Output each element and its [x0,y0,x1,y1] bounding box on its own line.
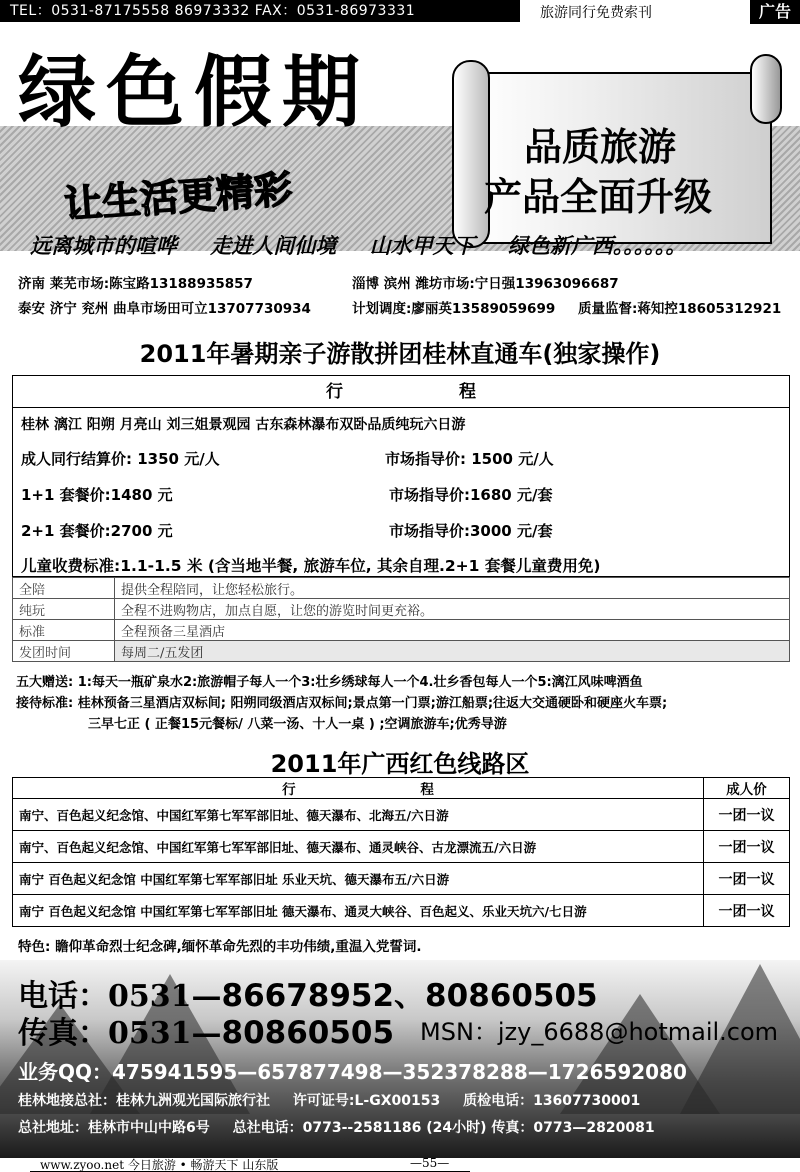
phone-prefix: 0531— [108,979,222,1014]
top-bar [0,0,800,24]
scroll-graphic [452,54,782,250]
publication-line: www.zyoo.net 今日旅游 • 畅游天下 山东版 [40,1158,279,1172]
section1-title: 2011年暑期亲子游散拼团桂林直通车(独家操作) [139,340,661,368]
price-right: 市场指导价:1680 元/套 [389,486,553,504]
tagline: 走进人间仙境 [210,233,337,258]
fax-line [18,1008,394,1052]
quality-contact: 质量监督:蒋知控18605312921 [578,301,782,317]
company-name: 桂林地接总社：桂林九洲观光国际旅行社 [18,1093,270,1109]
company-line [18,1090,658,1110]
service-value: 全程不进购物店，加点自愿，让您的游览时间更充裕。 [115,599,790,620]
agent-contact: 济南 莱芜市场:陈宝路13188935857 [18,276,253,292]
section2-title: 2011年广西红色线路区 [270,750,530,778]
brand-title: 绿色假期 [18,48,371,138]
tagline: 山水甲天下 [369,233,475,258]
scroll-line-1: 品质旅游 [524,124,677,169]
table-row [13,620,790,641]
agent-contact: 泰安 济宁 兖州 曲阜市场田可立13707730934 [18,301,311,317]
ad-badge: 广告 [750,0,800,24]
page-number: —55— [410,1156,450,1170]
gifts-and-standards [16,672,794,735]
table-row [13,641,790,662]
msn-contact: MSN：jzy_6688@hotmail.com [420,1018,779,1046]
price-right: 市场指导价:3000 元/套 [389,522,553,540]
reception-line-2: 三早七正 ( 正餐15元餐标/ 八菜一汤、十人一桌 ) ;空调旅游车;优秀导游 [88,717,507,732]
qq-contact: 业务QQ：475941595—657877498—352378288—1726592080 [18,1060,687,1084]
tagline: 远离城市的喧哗 [30,233,177,258]
service-value: 提供全程陪同，让您轻松旅行。 [115,578,790,599]
scheduler-contact: 计划调度:廖丽英13589059699 [352,301,556,317]
agent-contact: 淄博 滨州 潍坊市场:宁日强13963096687 [352,276,619,292]
guilin-tour-box [12,375,790,577]
table-row [13,578,790,599]
agent-row [18,297,782,317]
table-row [13,799,790,831]
hero-taglines [30,230,790,260]
hq-address: 总社地址：桂林市中山中路6号 [18,1120,210,1136]
table-header-row [13,778,790,799]
price-cell: 一团一议 [704,831,790,863]
table-row [13,863,790,895]
service-key: 标准 [13,620,115,641]
service-key: 纯玩 [13,599,115,620]
quality-tel: 质检电话：13607730001 [463,1093,641,1109]
header-contact: TEL：0531-87175558 86973332 FAX：0531-86973331 [0,0,520,22]
route-cell: 南宁、百色起义纪念馆、中国红军第七军军部旧址、德天瀑布、北海五/六日游 [13,799,704,831]
fax-label: 传真： [18,1016,108,1051]
fax-prefix: 0531— [108,1016,222,1051]
hq-tel: 总社电话：0773--2581186 (24小时) 传真：0773—2820081 [232,1120,655,1136]
license-number: 许可证号:L-GX00153 [292,1093,441,1109]
feature-note: 特色: 瞻仰革命烈士纪念碑,缅怀革命先烈的丰功伟绩,重温入党誓词. [18,939,422,955]
tour-route: 桂林 漓江 阳朔 月亮山 刘三姐景观园 古东森林瀑布双卧品质纯玩六日游 [21,417,466,433]
service-table [12,577,790,662]
hero-banner [0,26,800,264]
service-key: 发团时间 [13,641,115,662]
contact-footer [0,960,800,1158]
phone-label: 电话： [18,979,108,1014]
table-row [13,895,790,927]
route-cell: 南宁 百色起义纪念馆 中国红军第七军军部旧址 乐业天坑、德天瀑布五/六日游 [13,863,704,895]
route-cell: 南宁、百色起义纪念馆、中国红军第七军军部旧址、德天瀑布、通灵峡谷、古龙漂流五/六日游 [13,831,704,863]
agent-row [18,272,619,292]
scroll-roll-right [750,54,782,124]
tagline: 绿色新广西。。。。。。 [507,233,687,258]
service-value: 全程预备三星酒店 [115,620,790,641]
table-row [13,599,790,620]
header-index-label: 旅游同行免费索刊 [540,5,652,21]
service-value: 每周二/五发团 [115,641,790,662]
price-cell: 一团一议 [704,799,790,831]
gifts-line: 五大赠送: 1:每天一瓶矿泉水2:旅游帽子每人一个3:壮乡绣球每人一个4.壮乡香包每人一个5:漓江风味啤酒鱼 [16,675,643,690]
table-row [13,831,790,863]
price-cell: 一团一议 [704,895,790,927]
reception-line: 接待标准: 桂林预备三星酒店双标间; 阳朔同级酒店双标间;景点第一门票;游江船票;往返大交通硬卧和硬座火车票; [16,696,668,711]
scroll-line-2: 产品全面升级 [484,174,713,219]
child-pricing: 儿童收费标准:1.1-1.5 米 (含当地半餐, 旅游车位, 其余自理.2+1 套餐儿童费用免) [21,557,601,575]
fax-number: 80860505 [221,1015,395,1051]
column-header-price: 成人价 [704,778,790,799]
price-left: 成人同行结算价: 1350 元/人 [21,450,220,468]
page-footer [0,1156,800,1172]
hero-slogan: 让生活更精彩 [62,166,294,227]
column-header-route: 行 程 [13,778,704,799]
phone-numbers: 86678952、80860505 [221,978,598,1014]
red-route-table [12,777,790,927]
price-cell: 一团一议 [704,863,790,895]
route-cell: 南宁 百色起义纪念馆 中国红军第七军军部旧址 德天瀑布、通灵大峡谷、百色起义、乐业天坑六/七日游 [13,895,704,927]
price-left: 1+1 套餐价:1480 元 [21,486,173,504]
address-line [18,1117,673,1137]
itinerary-header: 行 程 [13,376,789,408]
price-right: 市场指导价: 1500 元/人 [385,450,554,468]
service-key: 全陪 [13,578,115,599]
price-left: 2+1 套餐价:2700 元 [21,522,173,540]
